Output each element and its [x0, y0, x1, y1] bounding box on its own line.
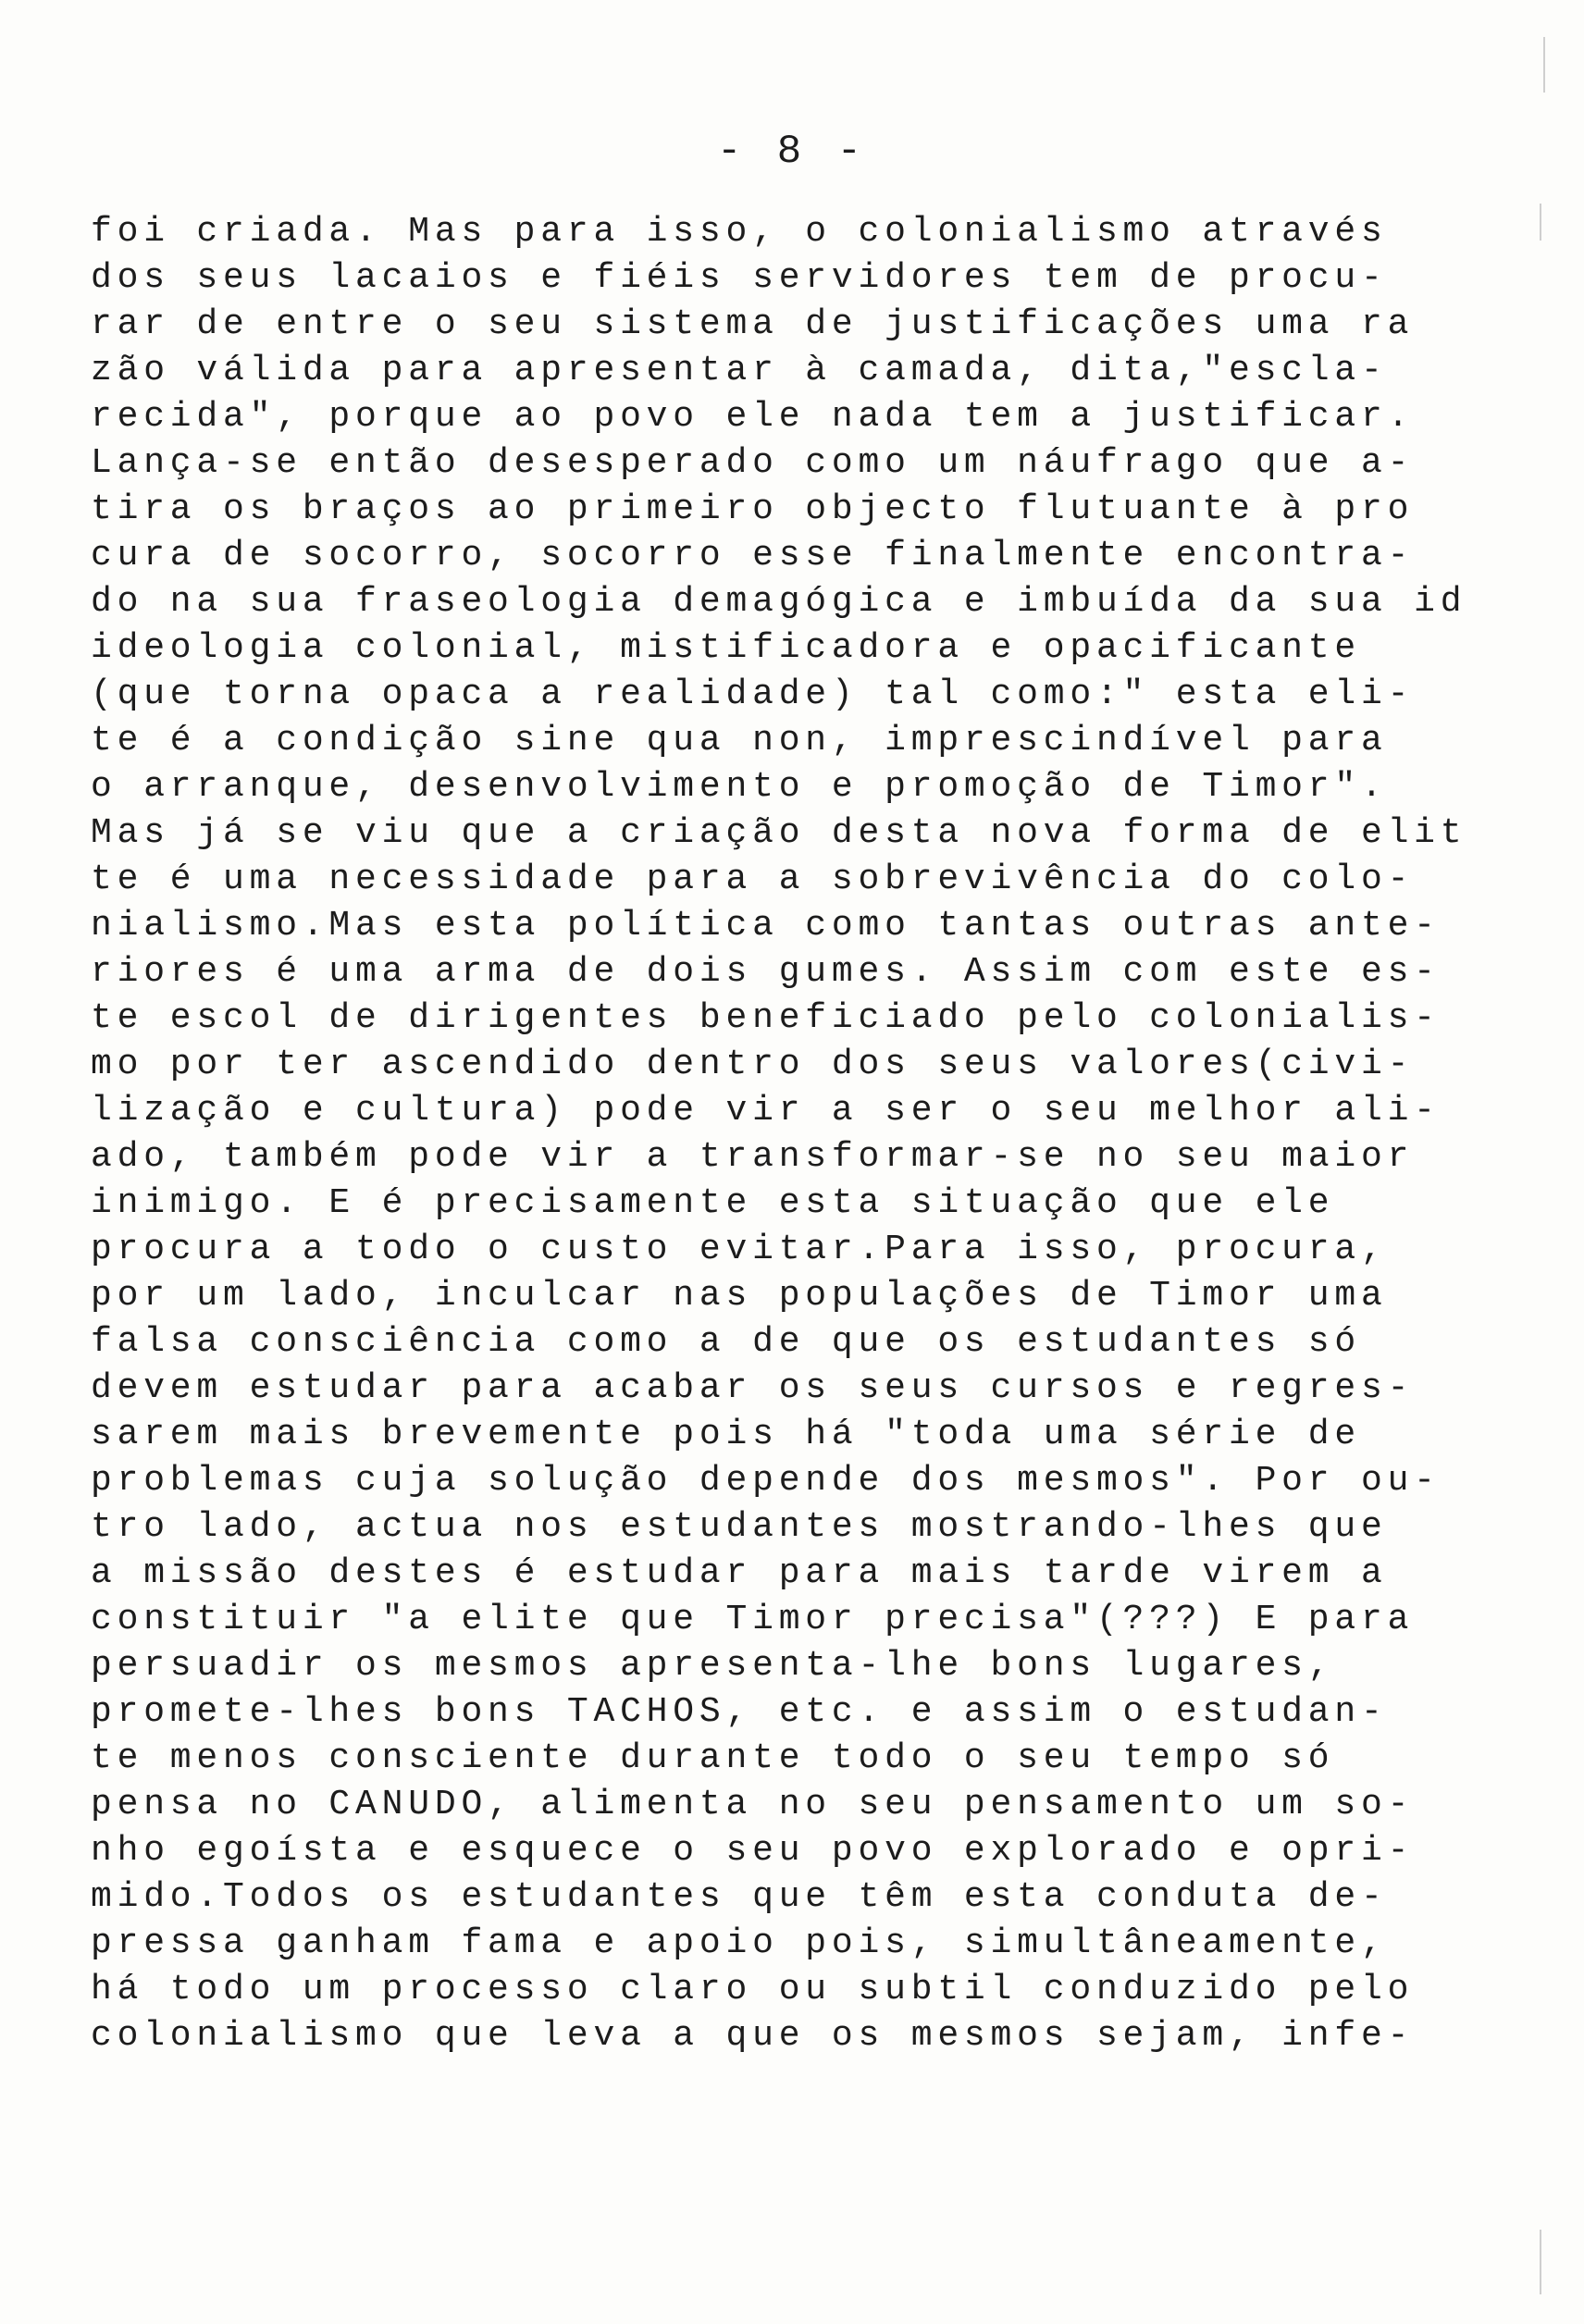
body-text [91, 209, 1534, 2059]
text-line: dos seus lacaios e fiéis servidores tem de procu- [91, 258, 1388, 298]
text-line: tira os braços ao primeiro objecto flutuante à pro [91, 489, 1415, 529]
text-line: colonialismo que leva a que os mesmos sejam, infe- [91, 2016, 1415, 2056]
text-line: promete-lhes bons TACHOS, etc. e assim o estudan- [91, 1692, 1388, 1732]
text-line: lização e cultura) pode vir a ser o seu melhor ali- [91, 1091, 1441, 1131]
text-line: (que torna opaca a realidade) tal como:" esta eli- [91, 674, 1415, 714]
text-line: falsa consciência como a de que os estudantes só [91, 1322, 1361, 1362]
text-line: recida", porque ao povo ele nada tem a justificar. [91, 397, 1415, 437]
text-line: cura de socorro, socorro esse finalmente encontra- [91, 536, 1415, 575]
text-line: ideologia colonial, mistificadora e opacificante [91, 628, 1361, 668]
text-line: te escol de dirigentes beneficiado pelo colonialis- [91, 998, 1441, 1038]
text-line: te é a condição sine qua non, imprescindível para [91, 721, 1388, 760]
text-line: Mas já se viu que a criação desta nova forma de elit [91, 813, 1467, 853]
text-line: persuadir os mesmos apresenta-lhe bons lugares, [91, 1646, 1335, 1686]
text-line: te menos consciente durante todo o seu tempo só [91, 1738, 1335, 1778]
text-line: ado, também pode vir a transformar-se no seu maior [91, 1137, 1415, 1177]
text-line: por um lado, inculcar nas populações de Timor uma [91, 1276, 1388, 1316]
scan-edge-mark [1543, 37, 1545, 93]
text-line: problemas cuja solução depende dos mesmos". Por ou- [91, 1461, 1441, 1501]
text-line: inimigo. E é precisamente esta situação que ele [91, 1183, 1335, 1223]
text-line: pressa ganham fama e apoio pois, simultâneamente, [91, 1923, 1388, 1963]
text-line: rar de entre o seu sistema de justificações uma ra [91, 304, 1415, 344]
text-line: devem estudar para acabar os seus cursos e regres- [91, 1368, 1415, 1408]
text-line: há todo um processo claro ou subtil conduzido pelo [91, 1970, 1415, 2009]
text-line: Lança-se então desesperado como um náufrago que a- [91, 443, 1415, 483]
text-line: a missão destes é estudar para mais tarde virem a [91, 1553, 1388, 1593]
page-number: - 8 - [716, 129, 868, 175]
scan-edge-mark [1540, 204, 1541, 241]
text-line: riores é uma arma de dois gumes. Assim com este es- [91, 952, 1441, 992]
text-line: procura a todo o custo evitar.Para isso, procura, [91, 1230, 1388, 1269]
text-line: mo por ter ascendido dentro dos seus valores(civi- [91, 1045, 1415, 1084]
text-line: te é uma necessidade para a sobrevivência do colo- [91, 859, 1415, 899]
text-line: constituir "a elite que Timor precisa"(???) E para [91, 1600, 1415, 1639]
text-line: nho egoísta e esquece o seu povo explorado e opri- [91, 1831, 1415, 1871]
text-line: foi criada. Mas para isso, o colonialismo através [91, 212, 1388, 252]
text-line: zão válida para apresentar à camada, dita,"escla- [91, 351, 1388, 390]
text-line: tro lado, actua nos estudantes mostrando-lhes que [91, 1507, 1388, 1547]
text-line: mido.Todos os estudantes que têm esta conduta de- [91, 1877, 1388, 1917]
text-line: sarem mais brevemente pois há "toda uma série de [91, 1415, 1361, 1454]
text-line: pensa no CANUDO, alimenta no seu pensamento um so- [91, 1785, 1415, 1824]
text-line: do na sua fraseologia demagógica e imbuída da sua id [91, 582, 1467, 622]
text-line: o arranque, desenvolvimento e promoção de Timor". [91, 767, 1388, 807]
text-line: nialismo.Mas esta política como tantas outras ante- [91, 906, 1441, 946]
scan-edge-mark [1540, 2230, 1541, 2294]
